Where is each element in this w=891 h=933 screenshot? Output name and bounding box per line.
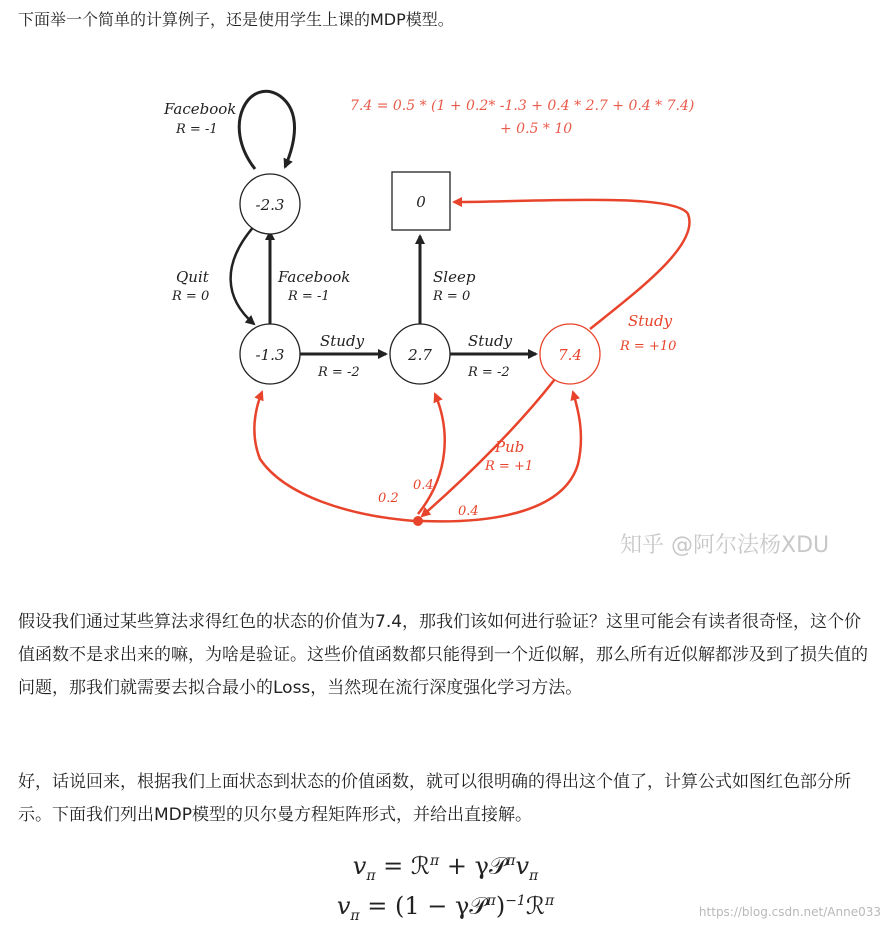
pub-to-class2-arrow: [418, 394, 445, 514]
label-quit: Quit: [176, 268, 209, 286]
pub-arrow: [422, 379, 555, 516]
paragraph-1: 假设我们通过某些算法求得红色的状态的价值为7.4，那我们该如何进行验证？这里可能会有读者很奇怪，这个价值函数不是求出来的嘛，为啥是验证。这些价值函数都只能得到一个近似解，那么所有近似解都涉及到了损失值的问题，那我们就需要去拟合最小的Loss，当然现在流行深度强化学习方法。: [18, 612, 868, 698]
label-study1: Study: [320, 332, 365, 350]
formula-line1: 7.4 = 0.5 * (1 + 0.2* -1.3 + 0.4 * 2.7 + 0.4 * 7.4): [350, 98, 695, 114]
label-sleep: Sleep: [433, 268, 476, 286]
prob-class1: 0.2: [378, 491, 399, 506]
facebook-loop-arrow: [239, 91, 294, 169]
value-class1: -1.3: [255, 346, 285, 364]
pub-chance-dot: [413, 516, 423, 526]
study3-arrow: [454, 200, 690, 329]
intro-text: 下面举一个简单的计算例子，还是使用学生上课的MDP模型。: [18, 10, 454, 29]
label-study3-r: R = +10: [620, 339, 677, 354]
csdn-watermark: https://blog.csdn.net/Anne033: [698, 905, 881, 919]
label-sleep-r: R = 0: [433, 289, 471, 304]
value-class3: 7.4: [558, 346, 582, 364]
prob-class2: 0.4: [413, 478, 434, 493]
label-study2: Study: [468, 332, 513, 350]
label-facebook-up-r: R = -1: [288, 289, 330, 304]
value-facebook: -2.3: [255, 196, 285, 214]
label-facebook-up: Facebook: [278, 268, 351, 286]
equation-bellman: $v_\pi$ = ℛ$^\pi$ + $\gamma 𝒫^\pi v_\pi$: [352, 852, 539, 884]
label-facebook-loop: Facebook: [164, 100, 237, 118]
label-study1-r: R = -2: [318, 365, 360, 380]
label-study2-r: R = -2: [468, 365, 510, 380]
label-pub-r: R = +1: [485, 459, 534, 474]
label-facebook-loop-r: R = -1: [176, 122, 218, 137]
paragraph-2: 好，话说回来，根据我们上面状态到状态的价值函数，就可以很明确的得出这个值了，计算公式如图红色部分所示。下面我们列出MDP模型的贝尔曼方程矩阵形式，并给出直接解。: [18, 772, 851, 825]
prob-class3: 0.4: [458, 504, 479, 519]
label-quit-r: R = 0: [172, 289, 210, 304]
zhihu-watermark: 知乎 @阿尔法杨XDU: [620, 533, 830, 558]
value-class2: 2.7: [408, 346, 432, 364]
label-pub: Pub: [495, 438, 525, 456]
formula-line2: + 0.5 * 10: [500, 121, 573, 137]
quit-arrow: [231, 224, 256, 324]
label-study3: Study: [628, 312, 673, 330]
mdp-diagram: [150, 84, 880, 574]
pub-to-class3-arrow: [422, 392, 581, 521]
value-sleep: 0: [416, 193, 426, 211]
equation-direct-solution: $v_\pi = (1$ − γ𝒫$^\pi$)$^{-1}$ℛ$^\pi$: [336, 892, 555, 924]
